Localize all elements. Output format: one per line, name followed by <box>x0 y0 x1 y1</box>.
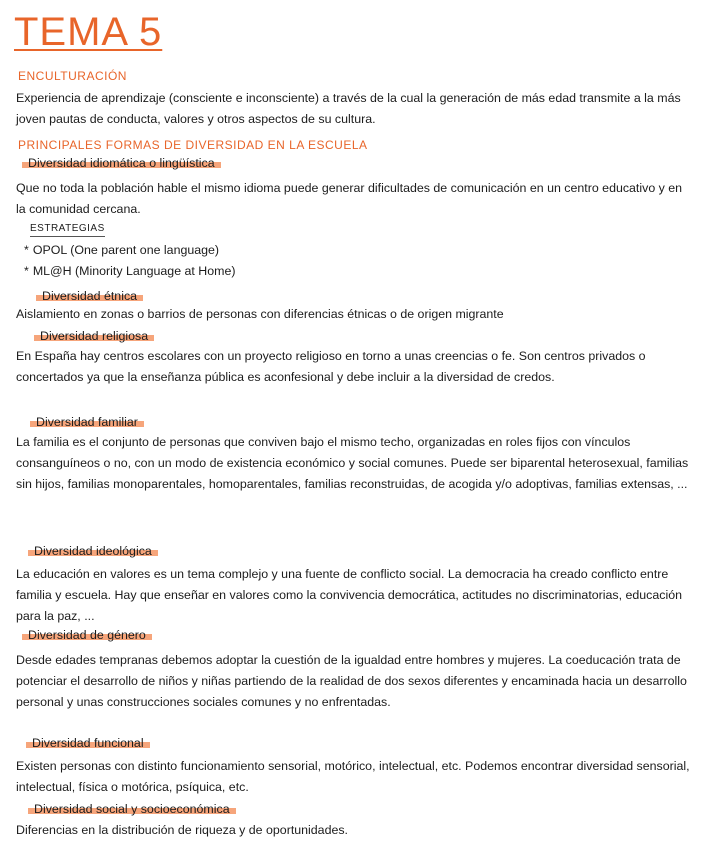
ideological-text: La educación en valores es un tema complejo y una fuente de conflicto social. La democracia ha creado conflicto entre familia y escuela. Hay que enseñar en valores como la convivencia democrática, actitudes no discriminatorias, educación para la paz, ... <box>16 567 682 623</box>
enculturation-heading: ENCULTURACIÓN <box>18 69 127 83</box>
bullet-icon: * <box>24 264 29 278</box>
strategies-label: ESTRATEGIAS <box>30 222 105 237</box>
strategy-text: OPOL (One parent one language) <box>32 243 220 257</box>
strategy-item <box>24 261 235 281</box>
forms-heading: PRINCIPALES FORMAS DE DIVERSIDAD EN LA ESCUELA <box>18 138 368 152</box>
bullet-icon: * <box>24 243 29 257</box>
gender-text: Desde edades tempranas debemos adoptar la cuestión de la igualdad entre hombres y mujeres. La coeducación trata de potenciar el desarrollo de niños y niñas partiendo de la realidad de dos sexos diferentes y encaminada hacia un desarrollo personal y unas construcciones sociales comunes y no enfrentadas. <box>16 653 687 709</box>
socioeconomic-heading: Diversidad social y socioeconómica <box>28 801 236 817</box>
gender-heading: Diversidad de género <box>22 627 152 643</box>
ethnic-heading: Diversidad étnica <box>36 288 143 304</box>
linguistic-text: Que no toda la población hable el mismo idioma puede generar dificultades de comunicación en un centro educativo y en la comunidad cercana. <box>16 181 683 216</box>
page-title: TEMA 5 <box>14 10 163 54</box>
socioeconomic-text: Diferencias en la distribución de riqueza y de oportunidades. <box>16 823 348 837</box>
religious-heading: Diversidad religiosa <box>34 328 154 344</box>
strategy-text: ML@H (Minority Language at Home) <box>32 264 236 278</box>
linguistic-heading: Diversidad idiomática o lingüística <box>22 155 221 171</box>
family-text: La familia es el conjunto de personas que conviven bajo el mismo techo, organizadas en roles fijos con vínculos consanguíneos o no, con un modo de existencia económico y social comunes. Puede ser biparental heterosexual, familias sin hijos, familias monoparentales, homoparentales, familias reconstruidas, de acogida y/o adoptivas, familias extensas, ... <box>16 435 689 491</box>
functional-text: Existen personas con distinto funcionamiento sensorial, motórico, intelectual, etc. Podemos encontrar diversidad sensorial, intelectual, física o motórica, psíquica, etc. <box>16 759 690 794</box>
functional-heading: Diversidad funcional <box>26 735 150 751</box>
ethnic-text: Aislamiento en zonas o barrios de personas con diferencias étnicas o de origen migrante <box>16 307 504 321</box>
enculturation-text: Experiencia de aprendizaje (consciente e inconsciente) a través de la cual la generación de más edad transmite a la más joven pautas de conducta, valores y otros aspectos de su cultura. <box>16 91 681 126</box>
family-heading: Diversidad familiar <box>30 414 144 430</box>
ideological-heading: Diversidad ideológica <box>28 543 158 559</box>
religious-text: En España hay centros escolares con un proyecto religioso en torno a unas creencias o fe. Son centros privados o concertados ya que la enseñanza pública es aconfesional y debe incluir a la diversidad de credos. <box>16 349 646 384</box>
strategy-item <box>24 240 219 260</box>
